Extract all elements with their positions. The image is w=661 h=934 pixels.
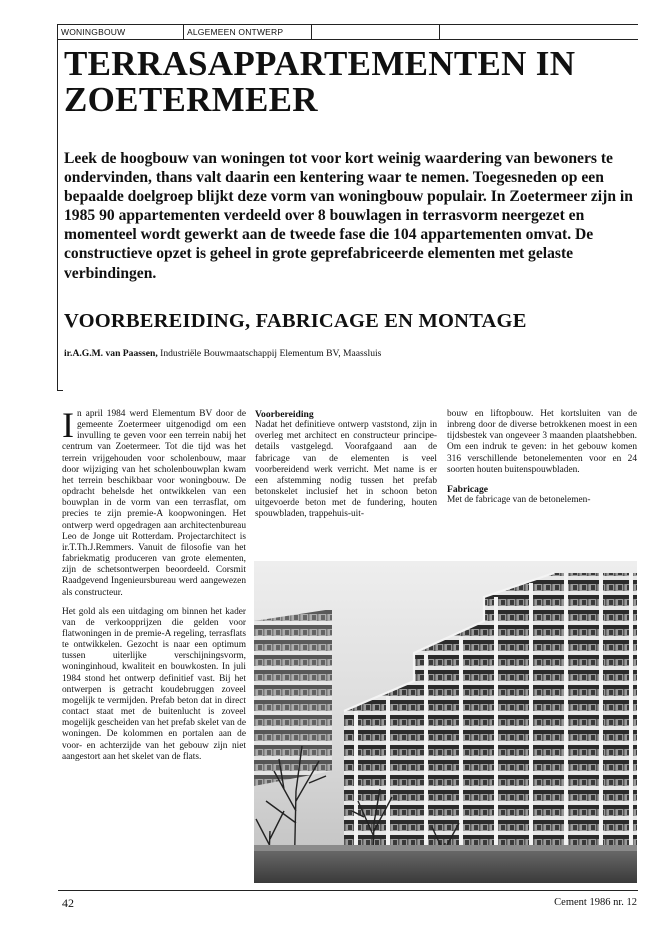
author-affiliation: Industriële Bouwmaatschappij Elementum BV, Maassluis [160,348,382,359]
article-title: TERRASAPPARTEMENTEN IN ZOETERMEER [64,44,576,119]
article-subtitle: VOORBEREIDING, FABRICAGE EN MONTAGE [64,310,527,332]
author-name: ir.A.G.M. van Paassen, [64,348,158,359]
journal-name: Cement 1986 nr. 12 [554,897,637,908]
section-tab-empty [312,25,440,39]
col1-paragraph-1 [62,405,246,599]
column-1 [62,405,246,771]
col1-paragraph-1-text: n april 1984 werd Elementum BV door de gemeente Zoetermeer uitgenodigd om een invulling te geven voor een terrein nabij het centrum van Zoetermeer. Tot die tijd was het terrein vrijgehouden voor scholenbouw, maar door wijziging van het scholenbouwplan kwam het terrein beschikbaar voor woningbouw. De opdracht behelsde het ontwikkelen van een bouwplan in de vorm van een terrasflat, om precies te zijn premie-A koopwoningen. Het ontwerp werd opgedragen aan architectenbureau Leo de Jonge uit Rotterdam. Projectarchitect is ir.T.Th.J.Remmers. Vanuit de filosofie van het fabriekmatig produceren van grote elementen, zijn de schetsontwerpen beoordeeld. Corsmit Raadgevend Ingenieursbureau werd aangewezen als constructeur. [62,409,246,598]
page-number: 42 [62,896,74,910]
column-2 [255,409,437,529]
left-margin-rule [57,24,58,390]
section-header [58,24,638,40]
path [254,845,637,851]
heading-voorbereiding: Voorbereiding [255,409,314,420]
col2-paragraph-1: Nadat het definitieve ontwerp vaststond, zijn in overleg met architect en constructeur principe-details vastgelegd. Voorafgaand aan de fabricage van de elementen is veel voorbereidend werk verricht. Met name is er een afstemming nodig tussen het prefab betonskelet inclusief het in schoon beton uitgevoerde beton met de fundering, houten spouwbladen, trappehuis-uit- [255,420,437,520]
drop-cap: I [62,405,74,445]
lawn [254,849,637,883]
section-tab-woningbouw: WONINGBOUW [58,25,184,39]
column-3 [447,409,637,514]
left-margin-tick [57,390,63,391]
footer-rule [58,890,638,891]
col3-paragraph-1: bouw en liftopbouw. Het kortsluiten van de inbreng door de diverse betrokkenen moest in een tijdsbestek van ongeveer 3 maanden plaatshebben. Om een indruk te geven: in het gebouw komen 316 verschillende betonelementen voor en 24 soorten houten buitenspouwbladen. [447,409,637,475]
terraced-apartment-building-photo [254,561,637,883]
heading-fabricage: Fabricage [447,483,489,495]
section-tab-algemeen-ontwerp: ALGEMEEN ONTWERP [184,25,312,39]
distant-building [254,609,332,786]
article-lead: Leek de hoogbouw van woningen tot voor kort weinig waardering van bewoners te ondervinden, thans valt daarin een kentering waar te nemen. Toegesneden op een bepaalde doelgroep blijkt deze vorm van woningbouw populair. In Zoetermeer zijn in 1985 90 appartementen verdeeld over 8 bouwlagen in terrasvorm neergezet en momenteel wordt gewerkt aan de tweede fase die 104 appartementen omvat. De constructieve opzet is geheel in grote geprefabriceerde elementen met gelaste verbindingen. [64,150,633,282]
author-line [64,348,636,360]
col3-paragraph-2: Met de fabricage van de betonelemen- [447,495,591,506]
col1-paragraph-2: Het gold als een uitdaging om binnen het kader van de verkoopprijzen die gelden voor flatwoningen in de premie-A regeling, terrasflats te ontwikkelen. Gezocht is naar een optimum tussen uiterlijke verschijningsvorm, woninginhoud, kwaliteit en bouwkosten. In juli 1984 stond het ontwerp definitief vast. Bij het ontwerpen is getracht koudebruggen zoveel mogelijk te vermijden. Prefab beton dat in direct contact staat met de buitenlucht is zoveel mogelijk gescheiden van het prefab skelet van de woningen. De kolommen en portalen aan de voor- en achterzijde van het gebouw zijn niet aangestort aan het skelet van de flats. [62,606,246,762]
